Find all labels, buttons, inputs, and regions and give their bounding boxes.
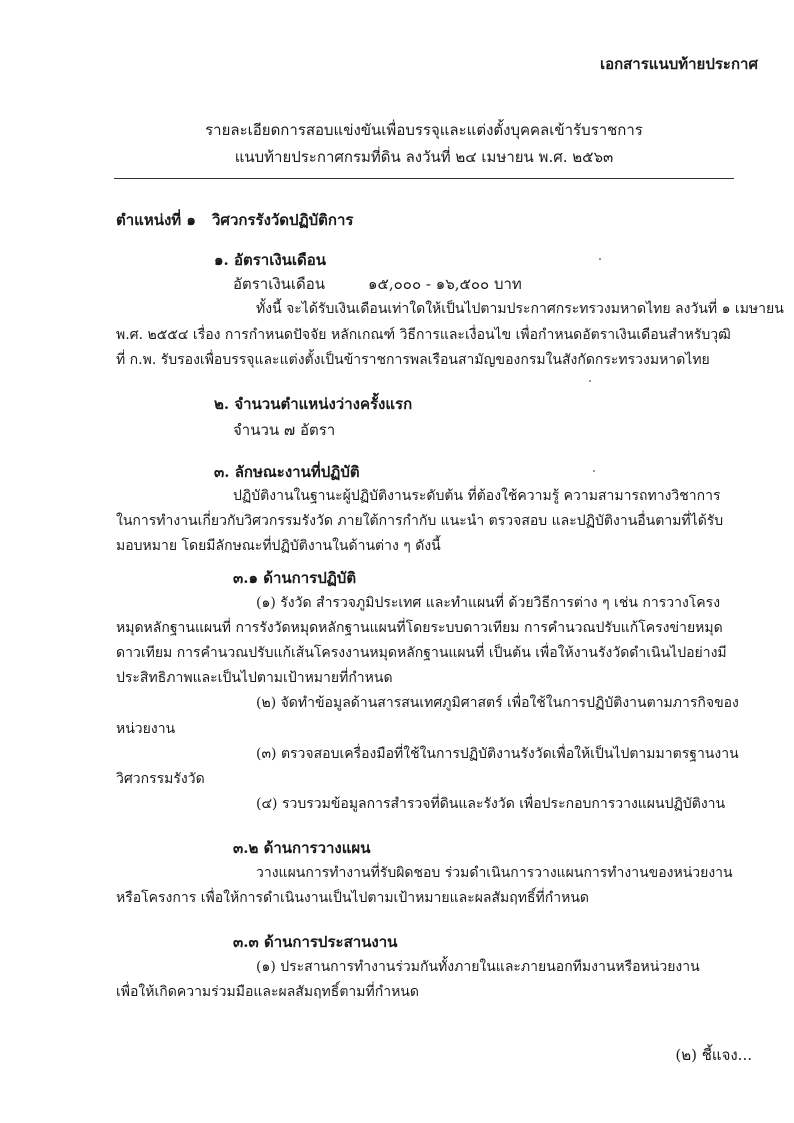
scan-speck (589, 380, 591, 382)
s33-item1-line-1: (๑) ประสานการทำงานร่วมกันทั้งภายในและภายนอกทีมงานหรือหน่วยงาน (256, 959, 700, 975)
salary-heading: ๑. อัตราเงินเดือน (214, 251, 327, 269)
s31-item3-line-1: (๓) ตรวจสอบเครื่องมือที่ใช้ในการปฏิบัติงานรังวัดเพื่อให้เป็นไปตามมาตรฐานงาน (256, 746, 739, 762)
duties-heading: ๓. ลักษณะงานที่ปฏิบัติ (214, 463, 360, 481)
duties-intro-line-3: มอบหมาย โดยมีลักษณะที่ปฏิบัติงานในด้านต่าง ๆ ดังนี้ (116, 538, 441, 554)
duties-intro-line-1: ปฏิบัติงานในฐานะผู้ปฏิบัติงานระดับต้น ที่ต้องใช้ความรู้ ความสามารถทางวิชาการ (233, 488, 721, 504)
s33-item1-line-2: เพื่อให้เกิดความร่วมมือและผลสัมฤทธิ์ตามที่กำหนด (116, 984, 419, 1000)
s32-line-2: หรือโครงการ เพื่อให้การดำเนินงานเป็นไปตามเป้าหมายและผลสัมฤทธิ์ที่กำหนด (116, 890, 589, 906)
attachment-label: เอกสารแนบท้ายประกาศ (599, 55, 758, 73)
position-label: ตำแหน่งที่ ๑ (116, 211, 196, 229)
s31-item1-line-4: ประสิทธิภาพและเป็นไปตามเป้าหมายที่กำหนด (116, 670, 393, 686)
section-3-3-heading: ๓.๓ ด้านการประสานงาน (233, 933, 398, 951)
s31-item1-line-2: หมุดหลักฐานแผนที่ การรังวัดหมุดหลักฐานแผนที่โดยระบบดาวเทียม การคำนวณปรับแก้โครงข่ายหมุด (116, 620, 723, 636)
section-3-2-heading: ๓.๒ ด้านการวางแผน (233, 839, 371, 857)
document-title-line-2: แนบท้ายประกาศกรมที่ดิน ลงวันที่ ๒๔ เมษายน พ.ศ. ๒๕๖๓ (234, 148, 614, 166)
vacancy-count: จำนวน ๗ อัตรา (233, 421, 336, 439)
document-title-line-1: รายละเอียดการสอบแข่งขันเพื่อบรรจุและแต่งตั้งบุคคลเข้ารับราชการ (205, 121, 643, 139)
s31-item4: (๔) รวบรวมข้อมูลการสำรวจที่ดินและรังวัด เพื่อประกอบการวางแผนปฏิบัติงาน (256, 796, 726, 812)
salary-note-line-3: ที่ ก.พ. รับรองเพื่อบรรจุและแต่งตั้งเป็นข้าราชการพลเรือนสามัญของกรมในสังกัดกระทรวงมหาดไทย (116, 352, 710, 368)
position-name: วิศวกรรังวัดปฏิบัติการ (212, 211, 354, 229)
continued-marker: (๒) ชี้แจง... (675, 1046, 752, 1064)
s31-item3-line-2: วิศวกรรมรังวัด (116, 771, 205, 787)
scan-speck (599, 258, 601, 260)
salary-range: ๑๕,๐๐๐ - ๑๖,๕๐๐ บาท (368, 275, 522, 293)
s31-item1-line-3: ดาวเทียม การคำนวณปรับแก้เส้นโครงงานหมุดหลักฐานแผนที่ เป็นต้น เพื่อให้งานรังวัดดำเนินไปอย่างมี (116, 645, 727, 661)
salary-note-line-1: ทั้งนี้ จะได้รับเงินเดือนเท่าใดให้เป็นไปตามประกาศกระทรวงมหาดไทย ลงวันที่ ๑ เมษายน (256, 301, 784, 317)
salary-note-line-2: พ.ศ. ๒๕๕๔ เรื่อง การกำหนดปัจจัย หลักเกณฑ์ วิธีการและเงื่อนไข เพื่อกำหนดอัตราเงินเดือนสำหรับวุฒิ (116, 327, 731, 343)
header-divider (114, 178, 734, 179)
s31-item2-line-2: หน่วยงาน (116, 721, 176, 737)
s32-line-1: วางแผนการทำงานที่รับผิดชอบ ร่วมดำเนินการวางแผนการทำงานของหน่วยงาน (256, 865, 733, 881)
salary-label: อัตราเงินเดือน (233, 275, 326, 293)
s31-item1-line-1: (๑) รังวัด สำรวจภูมิประเทศ และทำแผนที่ ด้วยวิธีการต่าง ๆ เช่น การวางโครง (256, 595, 721, 611)
duties-intro-line-2: ในการทำงานเกี่ยวกับวิศวกรรมรังวัด ภายใต้การกำกับ แนะนำ ตรวจสอบ และปฏิบัติงานอื่นตามที่ได้รับ (116, 513, 724, 529)
section-3-1-heading: ๓.๑ ด้านการปฏิบัติ (233, 569, 357, 587)
s31-item2-line-1: (๒) จัดทำข้อมูลด้านสารสนเทศภูมิศาสตร์ เพื่อใช้ในการปฏิบัติงานตามภารกิจของ (256, 695, 739, 711)
vacancy-heading: ๒. จำนวนตำแหน่งว่างครั้งแรก (214, 395, 413, 413)
scan-speck (593, 470, 595, 472)
